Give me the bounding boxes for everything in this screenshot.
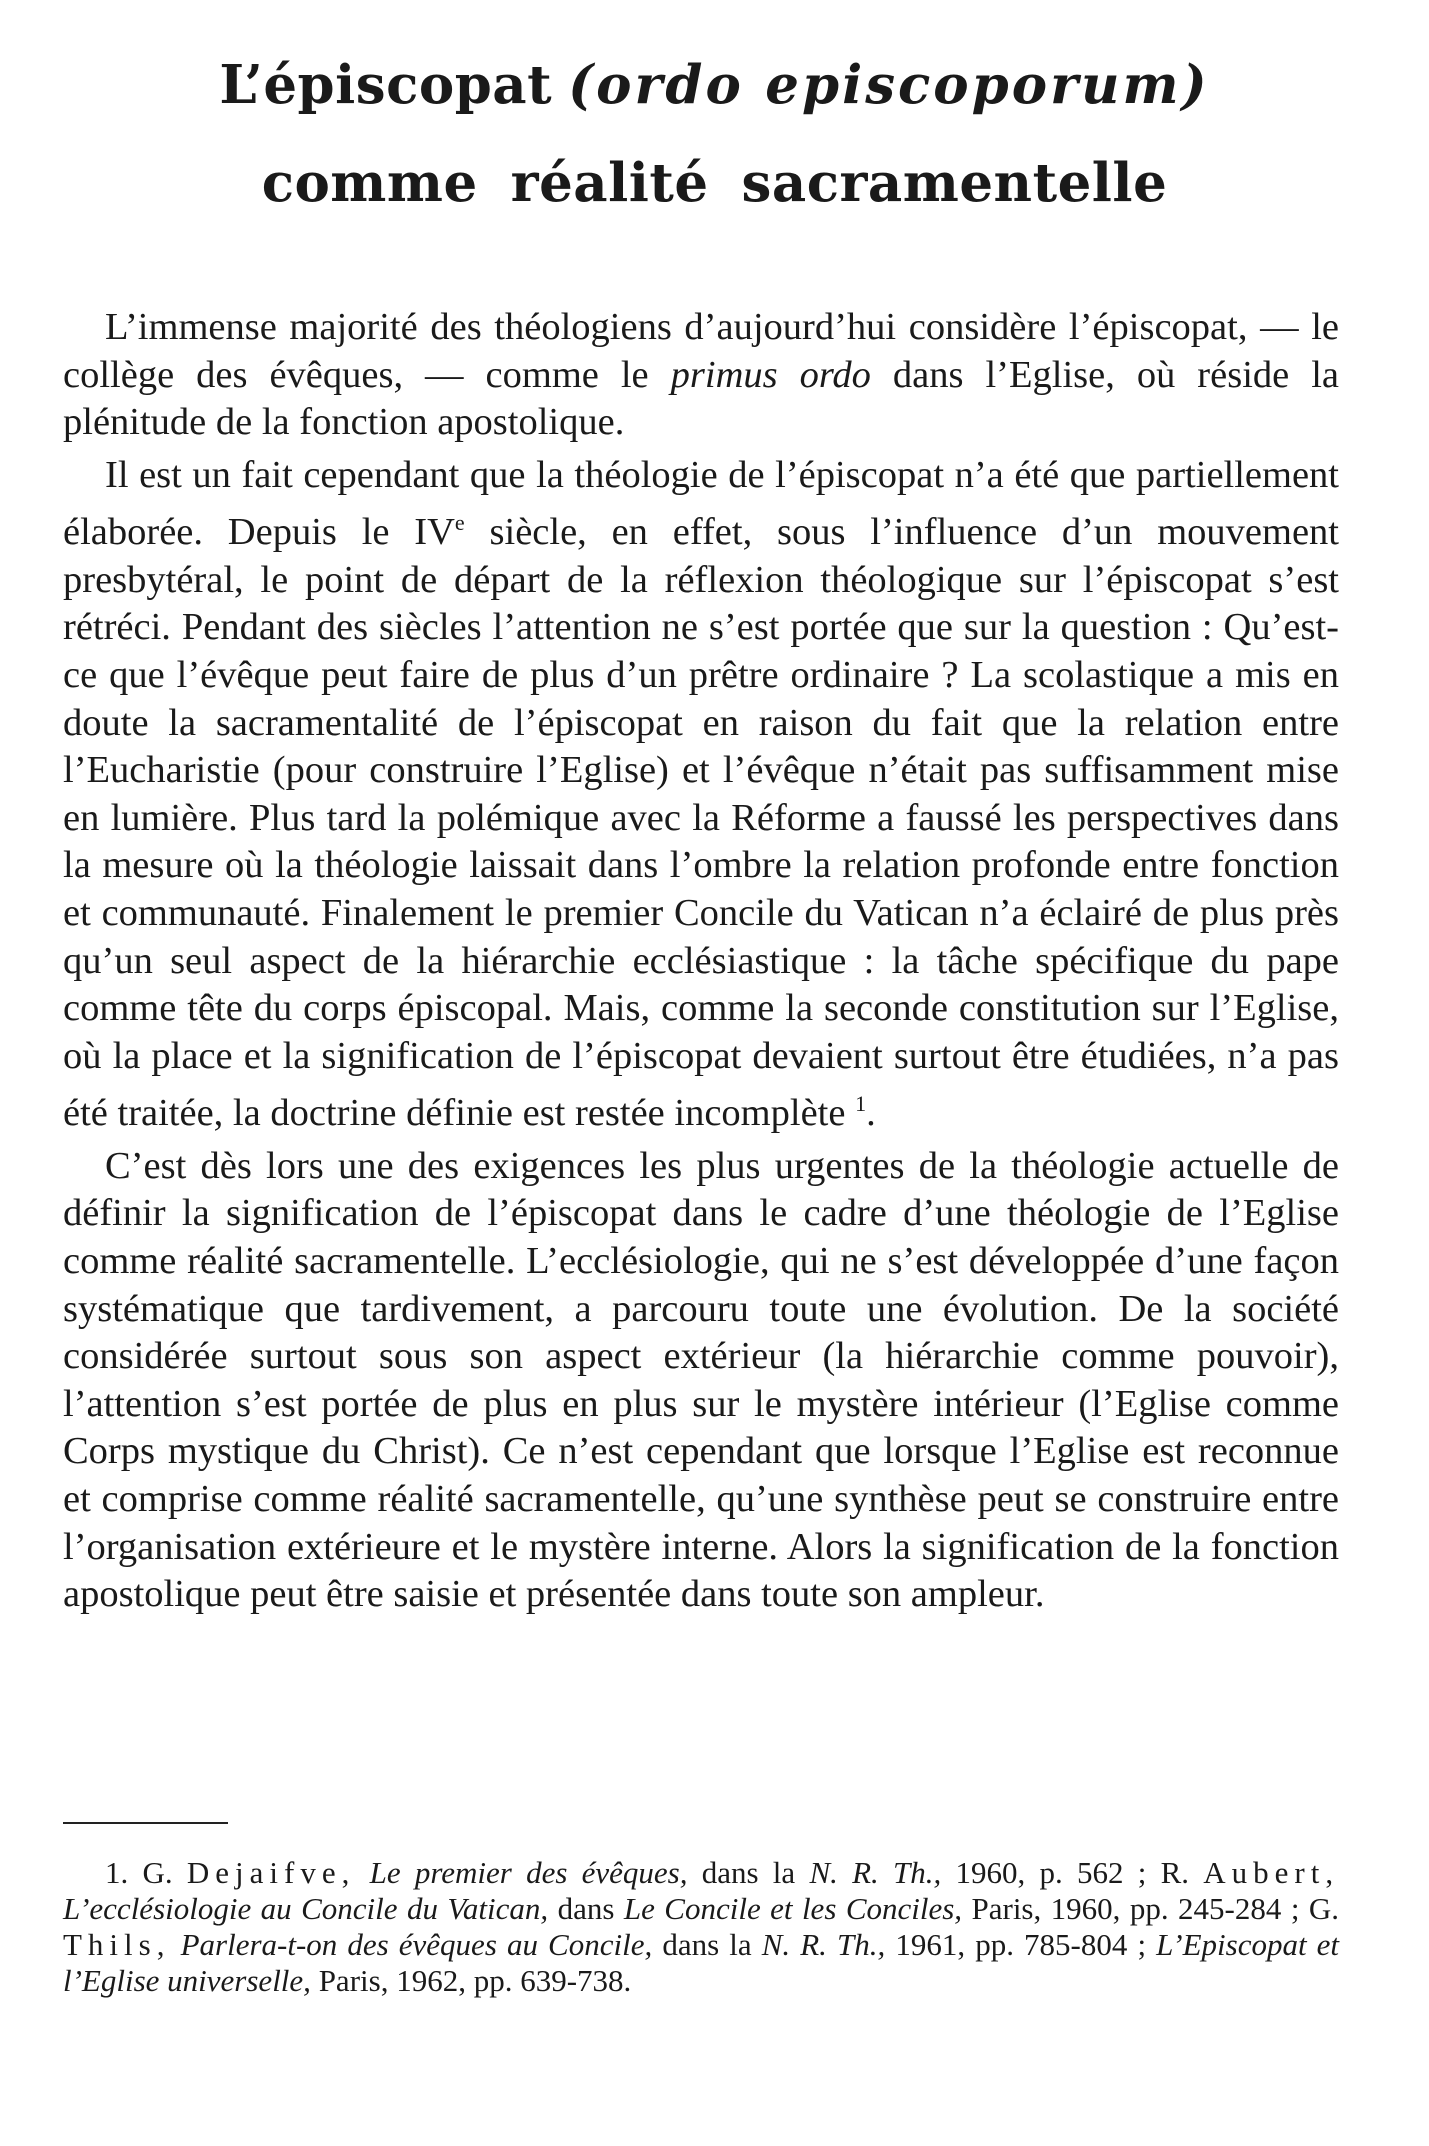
title-italic: (ordo episcoporum): [568, 54, 1210, 116]
superscript: e: [454, 510, 465, 536]
title-main: L’épiscopat: [219, 54, 553, 116]
article-title-line-1: [0, 54, 1429, 116]
footnote-1: 1. G. Dejaifve, Le premier des évêques, dans la N. R. Th., 1960, p. 562 ; R. Aubert, L’ecclésiologie au Concile du Vatican, dans Le Concile et les Conciles, Paris, 1960, pp. 245-284 ; G. Thils, Parlera-t-on des évêques au Concile, dans la N. R. Th., 1961, pp. 785-804 ; L’Episcopat et l’Eglise universelle, Paris, 1962, pp. 639-738.: [63, 1855, 1340, 1998]
paragraph-2: Il est un fait cependant que la théologie de l’épiscopat n’a été que partiellement élaborée. Depuis le IVe siècle, en effet, sous l’influence d’un mouvement presbytéral, le point de départ de la réflexion théologique sur l’épiscopat s’est rétréci. Pendant des siècles l’attention ne s’est portée que sur la question : Qu’est-ce que l’évêque peut faire de plus d’un prêtre ordinaire ? La scolastique a mis en doute la sacramentalité de l’épiscopat en raison du fait que la relation entre l’Eucharistie (pour construire l’Eglise) et l’évêque n’était pas suffisamment mise en lumière. Plus tard la polémique avec la Réforme a faussé les perspectives dans la mesure où la théologie laissait dans l’ombre la relation profonde entre fonction et communauté. Finalement le premier Concile du Vatican n’a éclairé de plus près qu’un seul aspect de la hiérarchie ecclésiastique : la tâche spécifique du pape comme tête du corps épiscopal. Mais, comme la seconde constitution sur l’Eglise, où la place et la signification de l’épiscopat devaient surtout être étudiées, n’a pas été traitée, la doctrine définie est restée incomplète $^1$.: [63, 453, 1339, 1135]
footnotes: [63, 1855, 1339, 1999]
article-title-line-2: comme réalité sacramentelle: [261, 152, 1168, 214]
italic-term: primus ordo: [670, 353, 871, 396]
article-body: [63, 304, 1339, 1624]
paragraph-1: L’immense majorité des théologiens d’aujourd’hui considère l’épiscopat, — le collège des évêques, — comme le primus ordo dans l’Eglise, où réside la plénitude de la fonction apostolique.: [63, 306, 1340, 444]
footnote-ref: 1: [855, 1091, 867, 1117]
footnote-divider: [63, 1822, 228, 1824]
paragraph-3: C’est dès lors une des exigences les plus urgentes de la théologie actuelle de définir la signification de l’épiscopat dans le cadre d’une théologie de l’Eglise comme réalité sacramentelle. L’ecclésiologie, qui ne s’est développée d’une façon systématique que tardivement, a parcouru toute une évolution. De la société considérée surtout sous son aspect extérieur (la hiérarchie comme pouvoir), l’attention s’est portée de plus en plus sur le mystère intérieur (l’Eglise comme Corps mystique du Christ). Ce n’est cependant que lorsque l’Eglise est reconnue et comprise comme réalité sacramentelle, qu’une synthèse peut se construire entre l’organisation extérieure et le mystère interne. Alors la signification de la fonction apostolique peut être saisie et présentée dans toute son ampleur.: [63, 1144, 1339, 1616]
